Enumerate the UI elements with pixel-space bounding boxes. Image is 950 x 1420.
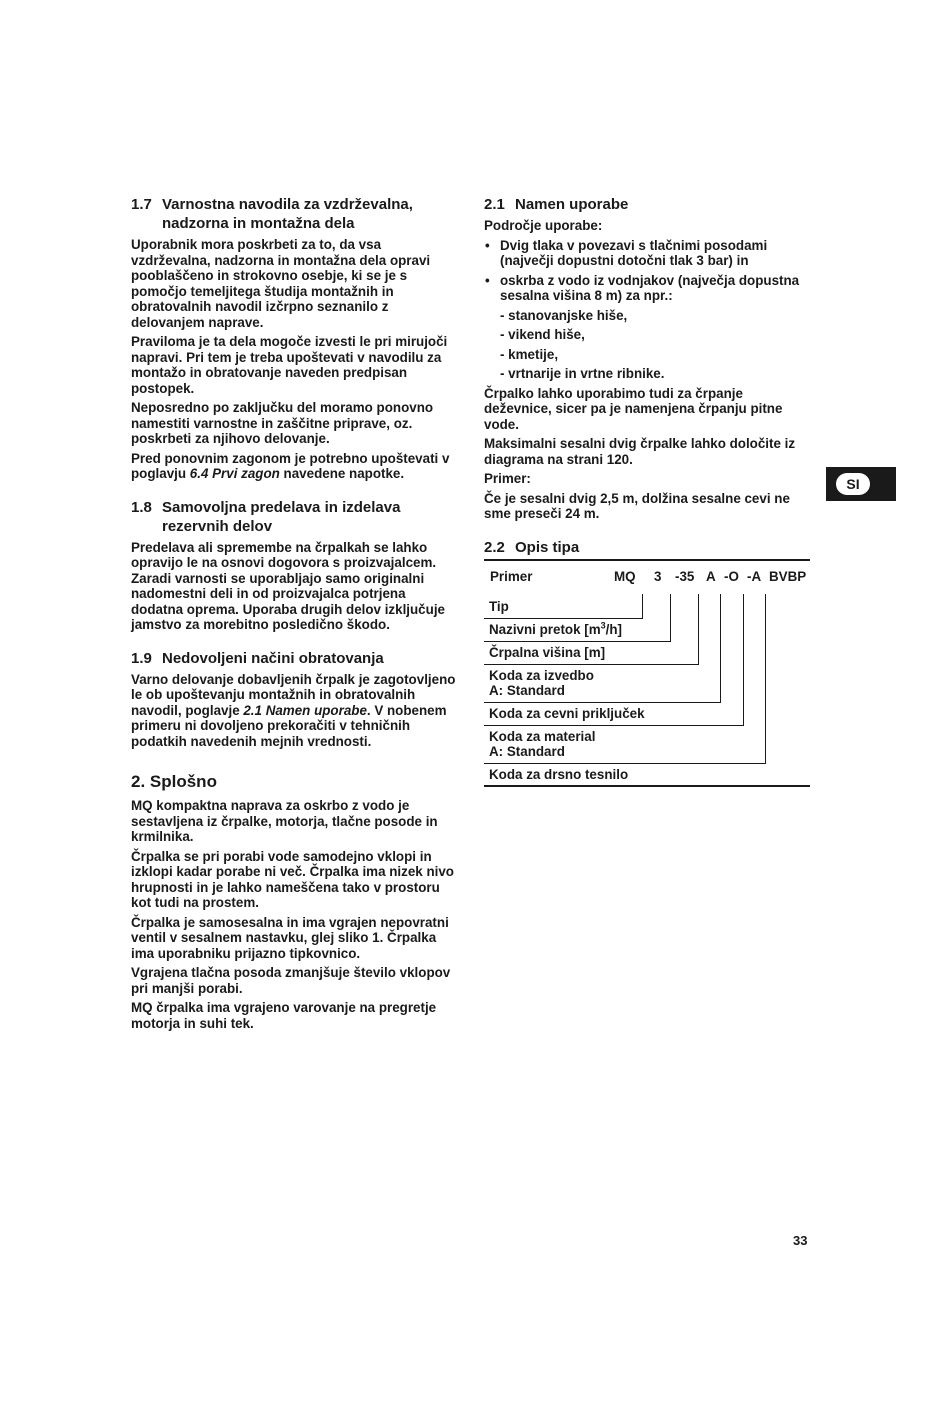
row-rule [484,763,766,764]
type-code-segment: MQ [614,569,636,584]
section-title-line1: Nedovoljeni načini obratovanja [162,649,384,667]
row-rule [484,725,744,726]
type-key-label: Črpalna višina [m] [489,645,606,660]
page-number: 33 [793,1233,808,1248]
connector-line [642,594,643,618]
right-column [484,195,810,561]
type-key-sublabel: A: Standard [489,683,565,698]
section-number: 1.8 [131,498,152,516]
paragraph [131,451,457,482]
section-2-2-heading [484,538,810,557]
section-number: 2.2 [484,538,505,556]
connector-line [765,594,766,763]
dash-list [484,308,810,382]
section-title-line1: Samovoljna predelava in izdelava [162,498,401,516]
list-item: • oskrba z vodo iz vodnjakov (največja dopustna sesalna višina 8 m) za npr.: [484,273,810,304]
row-rule [484,641,671,642]
left-column [131,195,457,1035]
language-code-badge: SI [836,473,870,495]
text-run: Pred ponovnim zagonom je potrebno upoštevati v poglavju [131,450,450,481]
type-code-segment: -O [724,569,739,584]
connector-line [743,594,744,725]
paragraph: Črpalka se pri porabi vode samodejno vklopi in izklopi kadar porabe ni več. Črpalka ima nizek nivo hrupnosti in je lahko nameščena tako v prostoru kot tudi na prostem. [131,848,454,910]
section-number: 1.7 [131,196,152,213]
connector-line [698,594,699,664]
type-code-segment: -35 [675,569,695,584]
type-key-label: Koda za material [489,729,596,744]
language-tab [826,467,896,501]
paragraph: Predelava ali spremembe na črpalkah se lahko opravijo le na osnovi dogovora s proizvajalcem. Zaradi varnosti se uporabljajo samo originalni nadomestni deli in od proizvajalca potrjena dodatna oprema. Uporaba drugih delov izključuje jamstvo za morebitno posledično škodo. [131,539,445,632]
section-title-line1: Varnostna navodila za vzdrževalna, [162,196,413,213]
section-2-1-heading [484,195,810,214]
list-item: - stanovanjske hiše, [500,307,628,323]
row-rule [484,664,699,665]
paragraph: Če je sesalni dvig 2,5 m, dolžina sesalne cevi ne sme preseči 24 m. [484,490,790,521]
section-1-8-heading [131,498,457,536]
type-code-segment: BVBP [769,569,807,584]
type-key-diagram [484,559,810,789]
label-text: Nazivni pretok [m [489,622,601,637]
paragraph: MQ kompaktna naprava za oskrbo z vodo je sestavljena iz črpalke, motorja, tlačne posode in krmilnika. [131,798,438,844]
type-code-segment: 3 [654,569,662,584]
section-1-7-heading [131,195,457,233]
diagram-header-label: Primer [490,569,533,584]
type-key-sublabel: A: Standard [489,744,565,759]
paragraph: Maksimalni sesalni dvig črpalke lahko določite iz diagrama na strani 120. [484,436,796,467]
section-number: 2.1 [484,196,505,213]
paragraph [131,672,457,750]
section-number: 1.9 [131,649,152,667]
section-title-line1: Namen uporabe [515,196,629,213]
type-code-segment: -A [747,569,762,584]
paragraph: Črpalko lahko uporabimo tudi za črpanje deževnice, sicer pa je namenjena črpanju pitne vode. [484,385,783,432]
connector-line [720,594,721,702]
type-key-label: Tip [489,599,509,614]
chapter-reference: 6.4 Prvi zagon [189,466,280,481]
text-run: navedene napotke. [279,466,405,481]
superscript: 3 [600,620,606,631]
type-key-label [489,622,622,638]
chapter-reference: 2.1 Namen uporabe [243,702,367,718]
list-item: - kmetije, [500,346,559,362]
section-1-9-heading [131,649,457,668]
list-item: - vikend hiše, [500,327,585,342]
bottom-rule [484,785,810,787]
type-key-label: Koda za izvedbo [489,668,594,683]
text-run: Varno delovanje dobavljenih črpalk je zagotovljeno le ob upoštevanju montažnih in obratovalnih navodil, poglavje [131,671,456,718]
example-label: Primer: [484,471,531,486]
top-rule [484,559,810,561]
section-2-heading: 2. Splošno [131,772,217,791]
paragraph: Črpalka je samosesalna in ima vgrajen nepovratni ventil v sesalnem nastavku, glej sliko 1. Črpalka ima uporabniku prijazno tipkovnico. [131,914,449,961]
label-text: /h] [605,622,622,637]
paragraph: Neposredno po zaključku del moramo ponovno namestiti varnostne in zaščitne priprave, oz. poskrbeti za njihovo delovanje. [131,400,434,446]
type-key-label: Koda za drsno tesnilo [489,767,629,782]
section-title-line1: Opis tipa [515,538,580,556]
paragraph: Vgrajena tlačna posoda zmanjšuje število vklopov pri manjši porabi. [131,965,451,996]
paragraph: Praviloma je ta dela mogoče izvesti le pri mirujoči napravi. Pri tem je treba upoštevati v navodilu za montažo in obratovanje naveden predpisan postopek. [131,334,448,396]
connector-line [670,594,671,641]
bullet-list [484,238,810,304]
type-code-segment: A [706,569,716,584]
row-rule [484,618,643,619]
text-run: . V nobenem primeru ni dovoljeno prekoračiti v tehničnih podatkih navedenih mejnih vrednosti. [131,702,447,749]
type-key-label: Koda za cevni priključek [489,706,645,721]
section-title-line2: nadzorna in montažna dela [162,215,355,232]
paragraph: Področje uporabe: [484,218,603,233]
paragraph: Uporabnik mora poskrbeti za to, da vsa vzdrževalna, nadzorna in montažna dela opravi pooblaščeno in strokovno osebje, ki se je s pomočjo temeljitega študija montažnih in obratovalnih navodil izčrpno seznanilo z delovanjem naprave. [131,237,431,330]
section-title-line2: rezervnih delov [162,517,273,535]
list-item: • Dvig tlaka v povezavi s tlačnimi posodami (največji dopustni dotočni tlak 3 bar) in [484,238,810,269]
paragraph: MQ črpalka ima vgrajeno varovanje na pregretje motorja in suhi tek. [131,1000,437,1031]
row-rule [484,702,721,703]
list-item: - vrtnarije in vrtne ribnike. [500,366,665,381]
